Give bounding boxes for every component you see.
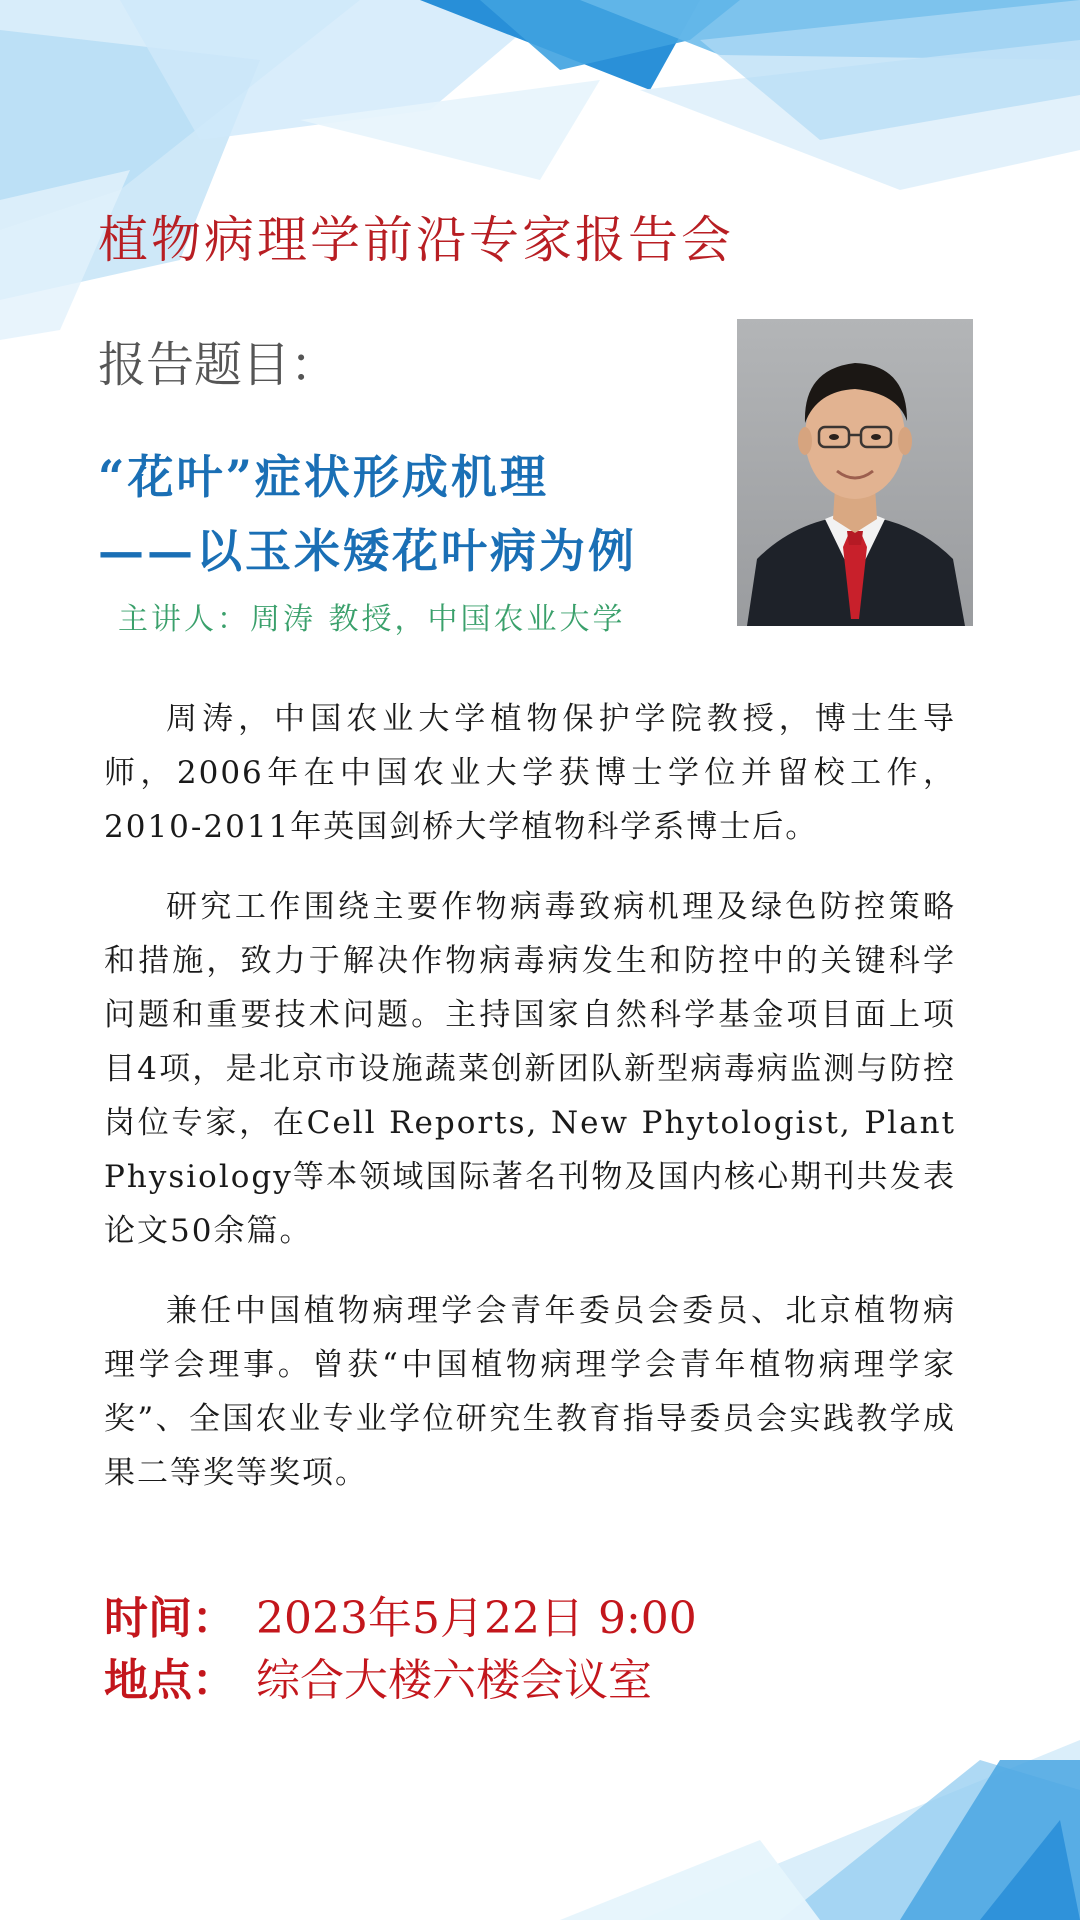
bio-paragraph-1: 周涛，中国农业大学植物保护学院教授，博士生导师，2006年在中国农业大学获博士学位并留校工作，2010-2011年英国剑桥大学植物科学系博士后。 bbox=[104, 701, 956, 845]
topic-label: 报告题目： bbox=[98, 337, 339, 393]
time-label: 时间： bbox=[104, 1593, 236, 1644]
talk-title bbox=[98, 440, 637, 588]
event-info bbox=[104, 1588, 697, 1712]
event-title: 植物病理学前沿专家报告会 bbox=[98, 211, 734, 269]
speaker-line: 主讲人：周涛 教授，中国农业大学 bbox=[118, 602, 626, 637]
time-value: 2023年5月22日 9:00 bbox=[256, 1593, 697, 1644]
bio-paragraph-3: 兼任中国植物病理学会青年委员会委员、北京植物病理学会理事。曾获“中国植物病理学会青年植物病理学家奖”、全国农业专业学位研究生教育指导委员会实践教学成果二等奖等奖项。 bbox=[104, 1293, 956, 1491]
bio-paragraph-2: 研究工作围绕主要作物病毒致病机理及绿色防控策略和措施，致力于解决作物病毒病发生和防控中的关键科学问题和重要技术问题。主持国家自然科学基金项目面上项目4项，是北京市设施蔬菜创新团队新型病毒病监测与防控岗位专家，在Cell Reports, New Phytologist, Plant Physiology等本领域国际著名刊物及国内核心期刊共发表论文50余篇。 bbox=[104, 889, 956, 1249]
speaker-portrait bbox=[737, 319, 973, 626]
place-value: 综合大楼六楼会议室 bbox=[256, 1655, 652, 1706]
speaker-bio bbox=[104, 692, 956, 1526]
talk-title-line-2: ——以玉米矮花叶病为例 bbox=[98, 524, 637, 578]
time-row bbox=[104, 1588, 697, 1650]
talk-title-line-1: “花叶”症状形成机理 bbox=[98, 450, 549, 504]
place-row bbox=[104, 1650, 697, 1712]
place-label: 地点： bbox=[104, 1655, 236, 1706]
